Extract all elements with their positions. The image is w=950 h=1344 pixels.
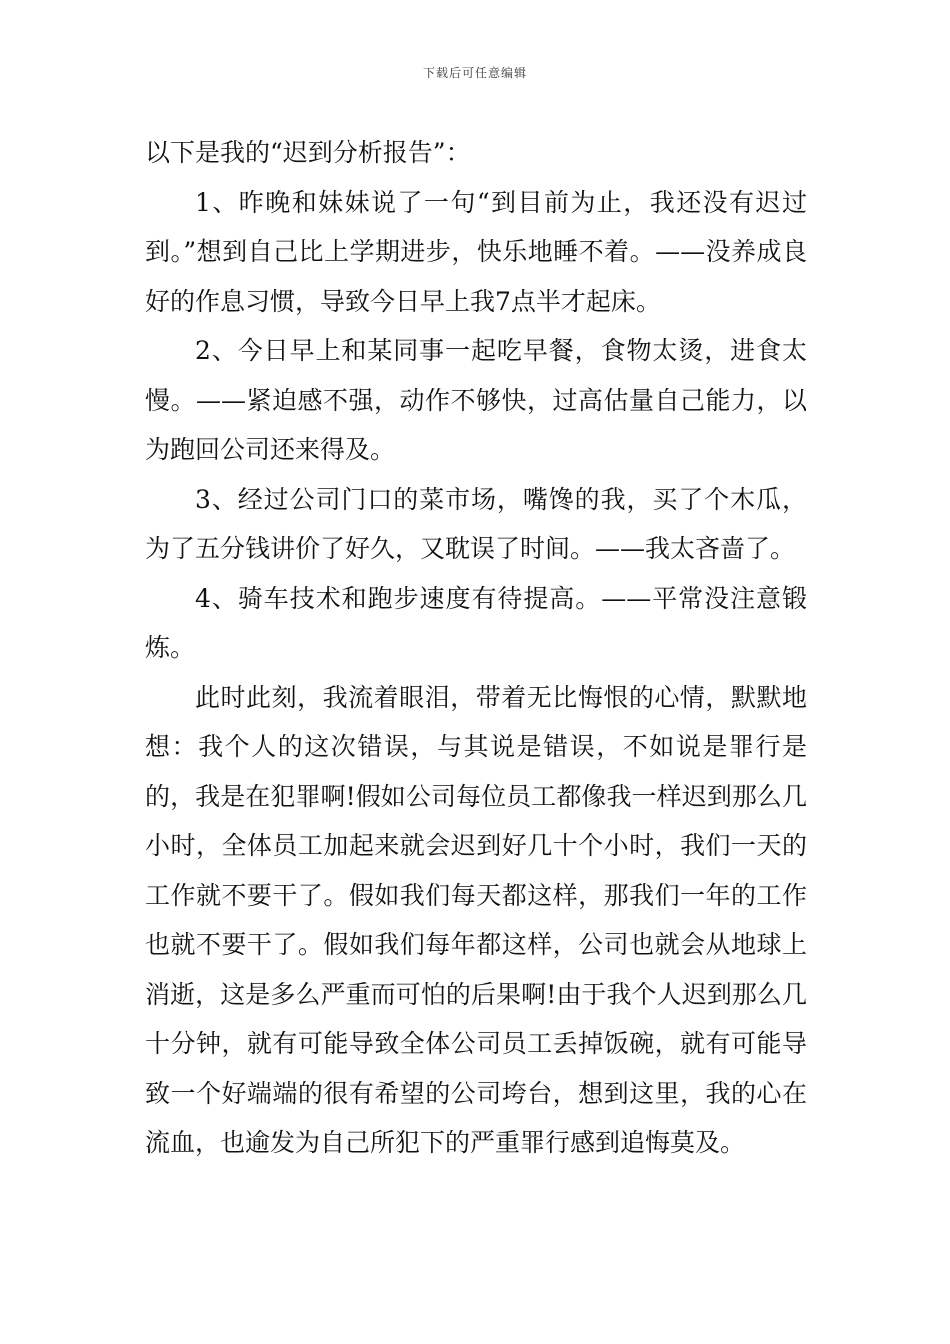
paragraph-reflection: 此时此刻，我流着眼泪，带着无比悔恨的心情，默默地想：我个人的这次错误，与其说是错误，不如说是罪行是的，我是在犯罪啊!假如公司每位员工都像我一样迟到那么几小时，全体员工加起来就会迟到好几十个小时，我们一天的工作就不要干了。假如我们每天都这样，那我们一年的工作也就不要干了。假如我们每年都这样，公司也就会从地球上消逝，这是多么严重而可怕的后果啊!由于我个人迟到那么几十分钟，就有可能导致全体公司员工丢掉饭碗，就有可能导致一个好端端的很有希望的公司垮台，想到这里，我的心在流血，也逾发为自己所犯下的严重罪行感到追悔莫及。 [145, 682, 807, 1157]
document-body [145, 128, 807, 1168]
paragraph-item-2: 2、今日早上和某同事一起吃早餐，食物太烫，进食太慢。——紧迫感不强，动作不够快，过高估量自己能力，以为跑回公司还来得及。 [145, 336, 807, 464]
page-header-note: 下载后可任意编辑 [422, 66, 527, 80]
paragraph-intro: 以下是我的“迟到分析报告”： [145, 138, 471, 167]
paragraph-item-4: 4、骑车技术和跑步速度有待提高。——平常没注意锻炼。 [145, 583, 807, 662]
paragraph-item-3: 3、经过公司门口的菜市场，嘴馋的我，买了个木瓜，为了五分钱讲价了好久，又耽误了时间。——我太吝啬了。 [145, 484, 807, 563]
paragraph-item-1: 1、昨晚和妹妹说了一句“到目前为止，我还没有迟过到。”想到自己比上学期进步，快乐地睡不着。——没养成良好的作息习惯，导致今日早上我7点半才起床。 [145, 187, 807, 316]
